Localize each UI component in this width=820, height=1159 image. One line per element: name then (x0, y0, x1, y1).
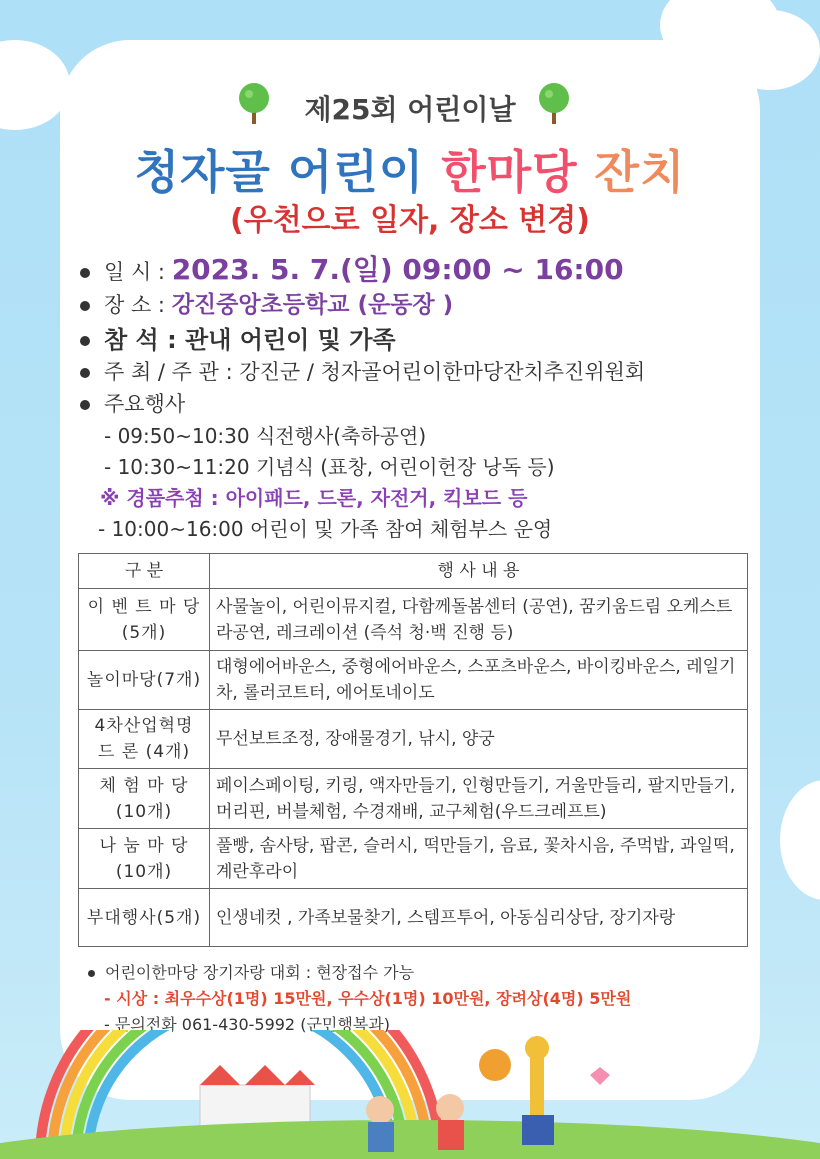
schedule-item: - 10:30~11:20 기념식 (표창, 어린이헌장 낭독 등) (104, 455, 555, 479)
category-cell: 나 눔 마 당 (10개) (79, 829, 210, 889)
table-header-row (79, 554, 748, 589)
main-events-label: 주요행사 (104, 392, 186, 416)
award-info: - 시상 : 최우수상(1명) 15만원, 우수상(1명) 10만원, 장려상(4명) 5만원 (104, 989, 632, 1008)
date-row (80, 248, 624, 288)
place-row (80, 286, 453, 319)
bullet-icon (80, 301, 90, 311)
program-table (78, 553, 748, 947)
table-row (79, 651, 748, 710)
content-cell: 인생네컷 , 가족보물찾기, 스템프투어, 아동심리상담, 장기자랑 (210, 889, 748, 947)
content-cell: 대형에어바운스, 중형에어바운스, 스포츠바운스, 바이킹바운스, 레일기차, 롤러코트터, 에어토네이도 (210, 651, 748, 710)
bullet-icon (80, 268, 90, 278)
category-cell: 체 험 마 당 (10개) (79, 769, 210, 829)
table-row (79, 769, 748, 829)
table-header: 구 분 (79, 554, 210, 589)
date-value: 2023. 5. 7.(일) 09:00 ~ 16:00 (171, 253, 624, 286)
category-cell: 놀이마당(7개) (79, 651, 210, 710)
title-part-2: 한마당 (441, 145, 578, 199)
table-row (79, 589, 748, 651)
table-header: 행 사 내 용 (210, 554, 748, 589)
bullet-icon (88, 970, 95, 977)
children-illustration (0, 1030, 820, 1159)
place-label: 장 소 : (104, 293, 165, 317)
host-row (80, 356, 645, 386)
content-cell: 풀빵, 솜사탕, 팝콘, 슬러시, 떡만들기, 음료, 꽃차시음, 주먹밥, 과일떡, 계란후라이 (210, 829, 748, 889)
title-part-3: 잔치 (594, 145, 686, 199)
category-cell: 이 벤 트 마 당 (5개) (79, 589, 210, 651)
content-cell: 무선보트조정, 장애물경기, 낚시, 양궁 (210, 710, 748, 769)
table-row (79, 829, 748, 889)
place-value: 강진중앙초등학교 (운동장 ) (171, 292, 454, 318)
attend-text: 참 석 : 관내 어린이 및 가족 (104, 326, 396, 354)
schedule-item: - 09:50~10:30 식전행사(축하공연) (104, 424, 427, 448)
category-cell: 부대행사(5개) (79, 889, 210, 947)
contact-info: - 문의전화 061-430-5992 (군민행복과) (104, 1015, 390, 1034)
bullet-icon (80, 336, 90, 346)
prize-notice: ※ 경품추첨 : 아이패드, 드론, 자전거, 킥보드 등 (100, 486, 528, 510)
table-row (79, 710, 748, 769)
talent-contest-note (88, 960, 414, 983)
main-events-row (80, 388, 185, 418)
content-cell: 페이스페이팅, 키링, 액자만들기, 인형만들기, 거울만들리, 팔지만들기, 머리핀, 버블체험, 수경재배, 교구체험(우드크레프트) (210, 769, 748, 829)
schedule-item: - 10:00~16:00 어린이 및 가족 참여 체험부스 운영 (98, 517, 553, 541)
category-cell: 4차산업혁명 드 론 (4개) (79, 710, 210, 769)
event-subtitle: 제25회 어린이날 (304, 93, 516, 126)
bullet-icon (80, 400, 90, 410)
content-cell: 사물놀이, 어린이뮤지컬, 다함께돌봄센터 (공연), 꿈키움드림 오케스트라공연, 레크레이션 (즉석 청·백 진행 등) (210, 589, 748, 651)
host-text: 주 최 / 주 관 : 강진군 / 청자골어린이한마당잔치추진위원회 (104, 360, 646, 384)
date-label: 일 시 : (104, 260, 165, 284)
table-row (79, 889, 748, 947)
talent-contest-text: 어린이한마당 장기자랑 대회 : 현장접수 가능 (105, 963, 415, 982)
weather-notice: (우천으로 일자, 장소 변경) (230, 203, 590, 238)
title-part-1: 청자골 어린이 (134, 145, 425, 199)
page-title (0, 136, 820, 202)
bullet-icon (80, 368, 90, 378)
attend-row (80, 320, 396, 355)
